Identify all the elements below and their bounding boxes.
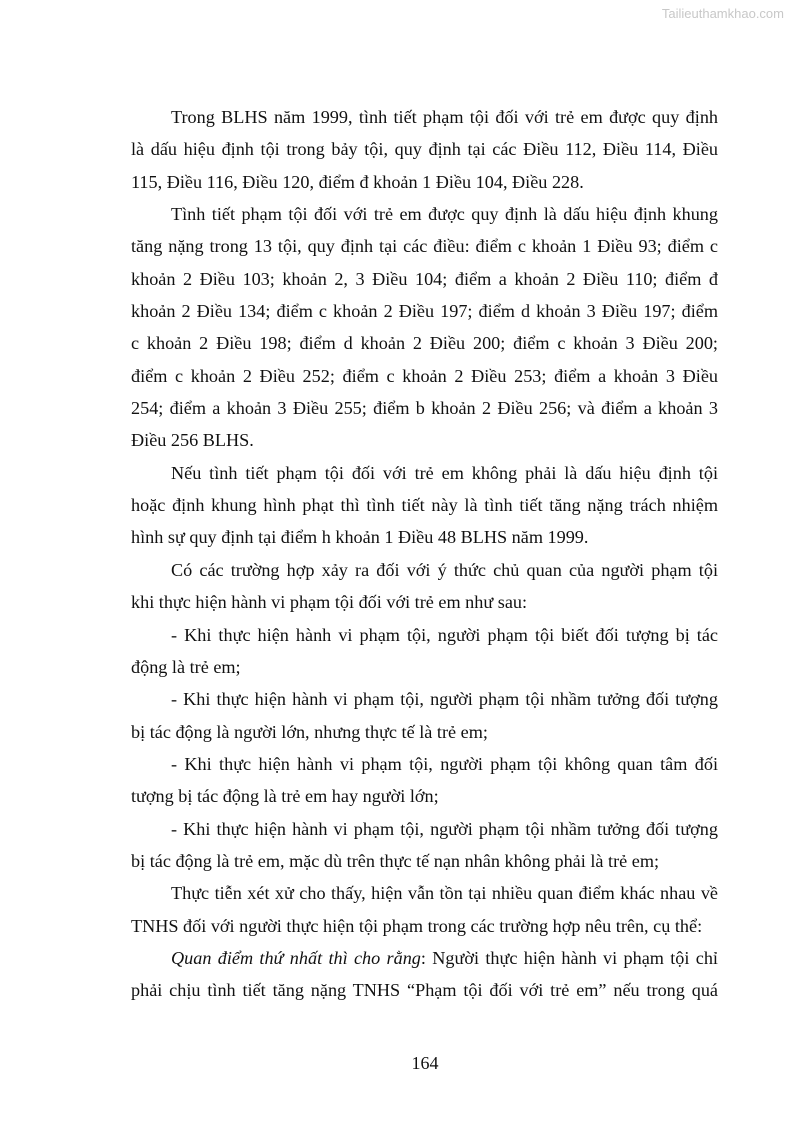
body-text [131, 101, 718, 1007]
text-line-content: 115, Điều 116, Điều 120, điểm đ khoản 1 Điều 104, Điều 228. [131, 171, 584, 192]
paragraph [131, 942, 718, 1007]
text-line-content: 254; điểm a khoản 3 Điều 255; điểm b khoản 2 Điều 256; và điểm a khoản 3 [131, 398, 718, 419]
text-line-content: điểm c khoản 2 Điều 252; điểm c khoản 2 Điều 253; điểm a khoản 3 Điều [131, 365, 718, 386]
text-line-content: - Khi thực hiện hành vi phạm tội, người phạm tội biết đối tượng bị tác [171, 624, 718, 645]
text-run: : Người thực hiện hành vi phạm tội chỉ [420, 947, 718, 968]
text-line [131, 166, 718, 198]
text-line [131, 877, 718, 909]
paragraph [131, 101, 718, 198]
paragraph [131, 457, 718, 554]
text-line-content: - Khi thực hiện hành vi phạm tội, người phạm tội nhầm tưởng đối tượng [171, 689, 718, 710]
text-line-content: Nếu tình tiết phạm tội đối với trẻ em không phải là dấu hiệu định tội [171, 462, 718, 483]
text-line-content: phải chịu tình tiết tăng nặng TNHS “Phạm tội đối với trẻ em” nếu trong quá [131, 980, 718, 1001]
text-line [131, 942, 718, 974]
paragraph [131, 198, 718, 457]
text-line-content: TNHS đối với người thực hiện tội phạm trong các trường hợp nêu trên, cụ thể: [131, 915, 703, 936]
paragraph [131, 554, 718, 619]
text-line [131, 716, 718, 748]
text-line-content: tăng nặng trong 13 tội, quy định tại các điều: điểm c khoản 1 Điều 93; điểm c [131, 236, 718, 257]
text-line [131, 392, 718, 424]
text-line-content: Điều 256 BLHS. [131, 430, 254, 451]
text-line [131, 230, 718, 262]
text-line [131, 813, 718, 845]
text-line-content: Có các trường hợp xảy ra đối với ý thức chủ quan của người phạm tội [171, 559, 718, 580]
paragraph [131, 813, 718, 878]
text-line [131, 910, 718, 942]
text-line-content: hoặc định khung hình phạt thì tình tiết này là tình tiết tăng nặng trách nhiệm [131, 495, 718, 516]
text-line [131, 974, 718, 1006]
text-line-content: bị tác động là người lớn, nhưng thực tế là trẻ em; [131, 721, 488, 742]
text-line [131, 327, 718, 359]
text-line [131, 651, 718, 683]
text-line [131, 198, 718, 230]
text-line [131, 263, 718, 295]
paragraph [131, 877, 718, 942]
paragraph [131, 683, 718, 748]
text-line [131, 845, 718, 877]
text-line-content: c khoản 2 Điều 198; điểm d khoản 2 Điều 200; điểm c khoản 3 Điều 200; [131, 333, 718, 354]
text-line [131, 748, 718, 780]
italic-lead: Quan điểm thứ nhất thì cho rằng [171, 947, 421, 968]
text-line [131, 457, 718, 489]
text-line [131, 424, 718, 456]
text-line-content: là dấu hiệu định tội trong bảy tội, quy định tại các Điều 112, Điều 114, Điều [131, 139, 718, 160]
text-line [131, 586, 718, 618]
text-line-content [171, 942, 718, 974]
text-line-content: Thực tiễn xét xử cho thấy, hiện vẫn tồn tại nhiều quan điểm khác nhau về [171, 883, 718, 904]
paragraph [131, 619, 718, 684]
text-line [131, 683, 718, 715]
text-line [131, 360, 718, 392]
text-line-content: khi thực hiện hành vi phạm tội đối với trẻ em như sau: [131, 592, 528, 613]
text-line-content: - Khi thực hiện hành vi phạm tội, người phạm tội nhầm tưởng đối tượng [171, 818, 718, 839]
text-line [131, 133, 718, 165]
text-line-content: Tình tiết phạm tội đối với trẻ em được quy định là dấu hiệu định khung [171, 204, 718, 225]
text-line-content: tượng bị tác động là trẻ em hay người lớn; [131, 786, 439, 807]
paragraph [131, 748, 718, 813]
text-line [131, 101, 718, 133]
text-line-content: bị tác động là trẻ em, mặc dù trên thực tế nạn nhân không phải là trẻ em; [131, 850, 660, 871]
text-line [131, 295, 718, 327]
watermark: Tailieuthamkhao.com [661, 6, 784, 21]
text-line-content: Trong BLHS năm 1999, tình tiết phạm tội đối với trẻ em được quy định [171, 107, 718, 127]
text-line [131, 780, 718, 812]
text-line-content: động là trẻ em; [131, 656, 241, 677]
text-line [131, 554, 718, 586]
text-line-content: hình sự quy định tại điểm h khoản 1 Điều 48 BLHS năm 1999. [131, 527, 589, 548]
text-line [131, 489, 718, 521]
text-line-content: khoản 2 Điều 103; khoản 2, 3 Điều 104; điểm a khoản 2 Điều 110; điểm đ [131, 268, 718, 289]
page-number: 164 [411, 1053, 439, 1073]
text-line [131, 521, 718, 553]
text-line-content: - Khi thực hiện hành vi phạm tội, người phạm tội không quan tâm đối [171, 753, 718, 774]
text-line [131, 619, 718, 651]
text-line-content: khoản 2 Điều 134; điểm c khoản 2 Điều 197; điểm d khoản 3 Điều 197; điểm [131, 301, 718, 322]
